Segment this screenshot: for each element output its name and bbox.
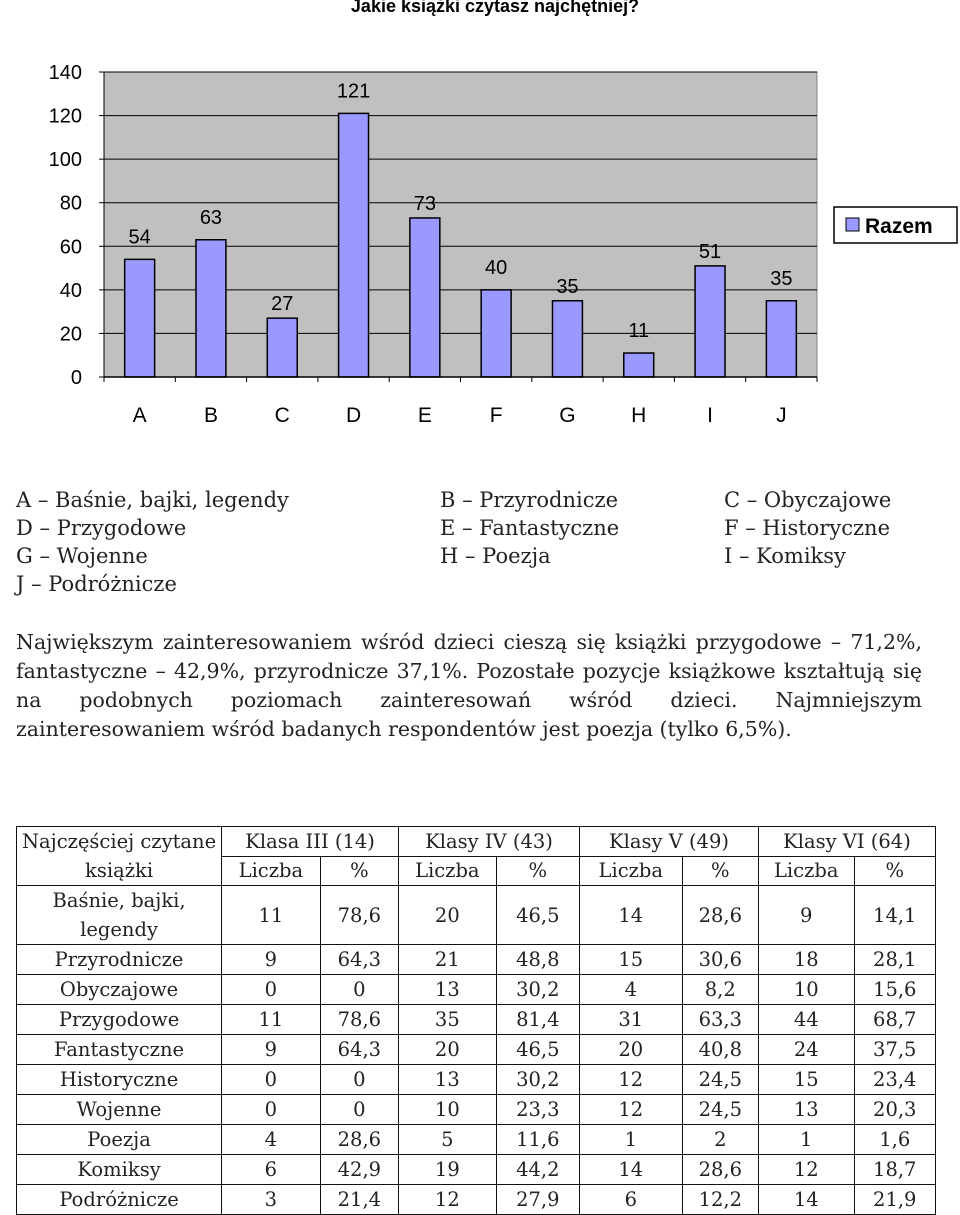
bar-data-label: 63 [199, 206, 223, 229]
book-type-cell: Komiksy [17, 1155, 222, 1185]
results-table [16, 826, 936, 1215]
x-tick-label: F [489, 404, 503, 427]
y-tick-label: 140 [48, 62, 82, 84]
percent-cell: 64,3 [320, 1035, 398, 1065]
table-header-row [17, 827, 936, 857]
x-tick-label: C [274, 404, 290, 427]
percent-cell: 21,4 [320, 1185, 398, 1215]
count-cell: 4 [222, 1125, 321, 1155]
bar-j [766, 301, 796, 377]
x-tick-label: D [345, 404, 362, 427]
count-cell: 0 [222, 975, 321, 1005]
bar-data-label: 35 [556, 275, 579, 298]
legend-entry-a: A – Baśnie, bajki, legendy [16, 488, 289, 512]
percent-cell: 81,4 [496, 1005, 579, 1035]
y-tick-label: 20 [59, 323, 82, 346]
subheader-count: Liczba [758, 856, 854, 886]
count-cell: 20 [399, 1035, 497, 1065]
percent-cell: 14,1 [854, 886, 936, 945]
count-cell: 13 [399, 975, 497, 1005]
legend-entry-empty [440, 570, 724, 598]
count-cell: 13 [399, 1065, 497, 1095]
percent-cell: 46,5 [496, 886, 579, 945]
percent-cell: 20,3 [854, 1095, 936, 1125]
category-legend [16, 486, 936, 598]
percent-cell: 78,6 [320, 1005, 398, 1035]
count-cell: 1 [580, 1125, 683, 1155]
count-cell: 5 [399, 1125, 497, 1155]
percent-cell: 28,6 [682, 1155, 758, 1185]
percent-cell: 27,9 [496, 1185, 579, 1215]
legend-entry-f: F – Historyczne [724, 516, 890, 540]
percent-cell: 63,3 [682, 1005, 758, 1035]
percent-cell: 23,3 [496, 1095, 579, 1125]
x-tick-label: H [631, 404, 647, 427]
percent-cell: 0 [320, 1065, 398, 1095]
count-cell: 11 [222, 886, 321, 945]
book-type-cell: Podróżnicze [17, 1185, 222, 1215]
percent-cell: 24,5 [682, 1095, 758, 1125]
percent-cell: 40,8 [682, 1035, 758, 1065]
count-cell: 4 [580, 975, 683, 1005]
table-row [17, 945, 936, 975]
y-tick-label: 40 [59, 279, 82, 302]
y-tick-label: 60 [59, 236, 82, 259]
count-cell: 15 [580, 945, 683, 975]
count-cell: 14 [580, 886, 683, 945]
subheader-percent: % [320, 856, 398, 886]
count-cell: 12 [580, 1065, 683, 1095]
legend-entry-empty [724, 570, 936, 598]
count-cell: 24 [758, 1035, 854, 1065]
table-row [17, 1005, 936, 1035]
count-cell: 31 [580, 1005, 683, 1035]
count-cell: 0 [222, 1095, 321, 1125]
summary-paragraph: Największym zainteresowaniem wśród dzieci cieszą się książki przygodowe – 71,2%, fantastyczne – 42,9%, przyrodnicze 37,1%. Pozostałe pozycje książkowe kształtują się na podobnych poziomach zainteresowań wśród dzieci. Najmniejszym zainteresowaniem wśród badanych respondentów jest poezja (tylko 6,5%). [16, 630, 922, 741]
count-cell: 14 [580, 1155, 683, 1185]
percent-cell: 0 [320, 1095, 398, 1125]
percent-cell: 15,6 [854, 975, 936, 1005]
count-cell: 20 [399, 886, 497, 945]
percent-cell: 68,7 [854, 1005, 936, 1035]
count-cell: 12 [580, 1095, 683, 1125]
bar-data-label: 54 [128, 226, 151, 249]
percent-cell: 30,6 [682, 945, 758, 975]
percent-cell: 78,6 [320, 886, 398, 945]
table-row [17, 1155, 936, 1185]
class-header: Klasy V (49) [580, 827, 759, 857]
count-cell: 15 [758, 1065, 854, 1095]
y-tick-label: 100 [48, 149, 82, 172]
count-cell: 6 [580, 1185, 683, 1215]
percent-cell: 28,6 [682, 886, 758, 945]
count-cell: 9 [222, 1035, 321, 1065]
bar-data-label: 51 [698, 240, 722, 263]
count-cell: 44 [758, 1005, 854, 1035]
percent-cell: 21,9 [854, 1185, 936, 1215]
legend-entry-j: J – Podróżnicze [16, 572, 177, 596]
chart-title: Jakie książki czytasz najchętniej? [350, 0, 640, 16]
table-row [17, 1125, 936, 1155]
percent-cell: 30,2 [496, 1065, 579, 1095]
chart-legend [834, 207, 957, 243]
percent-cell: 18,7 [854, 1155, 936, 1185]
count-cell: 10 [758, 975, 854, 1005]
percent-cell: 2 [682, 1125, 758, 1155]
y-tick-label: 0 [70, 367, 82, 389]
x-tick-label: I [707, 404, 713, 427]
subheader-percent: % [682, 856, 758, 886]
legend-entry-h: H – Poezja [440, 544, 551, 568]
count-cell: 12 [758, 1155, 854, 1185]
book-type-cell: Poezja [17, 1125, 222, 1155]
corner-label: Najczęściej czytane książki [17, 827, 222, 886]
bar-i [695, 266, 725, 377]
legend-entry-c: C – Obyczajowe [724, 488, 892, 512]
table-row [17, 886, 936, 945]
percent-cell: 8,2 [682, 975, 758, 1005]
bar-e [410, 218, 440, 377]
count-cell: 14 [758, 1185, 854, 1215]
percent-cell: 28,1 [854, 945, 936, 975]
bar-data-label: 27 [271, 293, 294, 316]
percent-cell: 0 [320, 975, 398, 1005]
count-cell: 21 [399, 945, 497, 975]
class-header: Klasa III (14) [222, 827, 399, 857]
book-type-cell: Baśnie, bajki, legendy [17, 886, 222, 945]
y-tick-label: 120 [48, 105, 82, 128]
legend-row [16, 486, 936, 514]
table-row [17, 1185, 936, 1215]
bar-f [481, 290, 511, 377]
subheader-count: Liczba [222, 856, 321, 886]
subheader-count: Liczba [580, 856, 683, 886]
bar-h [624, 353, 654, 377]
bar-d [339, 113, 369, 377]
legend-entry-d: D – Przygodowe [16, 516, 187, 540]
table-row [17, 1035, 936, 1065]
book-type-cell: Historyczne [17, 1065, 222, 1095]
percent-cell: 48,8 [496, 945, 579, 975]
legend-row [16, 542, 936, 570]
table-row [17, 1095, 936, 1125]
legend-row [16, 514, 936, 542]
count-cell: 6 [222, 1155, 321, 1185]
book-type-cell: Obyczajowe [17, 975, 222, 1005]
percent-cell: 44,2 [496, 1155, 579, 1185]
bar-data-label: 35 [770, 267, 793, 290]
bar-a [125, 259, 155, 377]
bar-data-label: 121 [336, 80, 371, 103]
book-type-cell: Fantastyczne [17, 1035, 222, 1065]
table-row [17, 1065, 936, 1095]
legend-entry-g: G – Wojenne [16, 544, 148, 568]
percent-cell: 24,5 [682, 1065, 758, 1095]
y-axis [49, 62, 104, 389]
legend-entry-i: I – Komiksy [724, 544, 846, 568]
table-row [17, 975, 936, 1005]
bar-data-label: 40 [485, 256, 508, 279]
count-cell: 19 [399, 1155, 497, 1185]
percent-cell: 12,2 [682, 1185, 758, 1215]
x-axis [104, 377, 817, 427]
count-cell: 13 [758, 1095, 854, 1125]
percent-cell: 28,6 [320, 1125, 398, 1155]
percent-cell: 37,5 [854, 1035, 936, 1065]
bar-c [267, 318, 297, 377]
percent-cell: 64,3 [320, 945, 398, 975]
count-cell: 9 [758, 886, 854, 945]
percent-cell: 1,6 [854, 1125, 936, 1155]
x-tick-label: G [559, 404, 576, 427]
bar-chart [0, 0, 960, 440]
count-cell: 12 [399, 1185, 497, 1215]
y-tick-label: 80 [59, 192, 82, 215]
count-cell: 0 [222, 1065, 321, 1095]
count-cell: 11 [222, 1005, 321, 1035]
count-cell: 3 [222, 1185, 321, 1215]
percent-cell: 11,6 [496, 1125, 579, 1155]
subheader-percent: % [496, 856, 579, 886]
percent-cell: 46,5 [496, 1035, 579, 1065]
legend-entry-e: E – Fantastyczne [440, 516, 620, 540]
percent-cell: 42,9 [320, 1155, 398, 1185]
chart-svg [0, 0, 960, 440]
legend-row [16, 570, 936, 598]
count-cell: 10 [399, 1095, 497, 1125]
count-cell: 9 [222, 945, 321, 975]
subheader-percent: % [854, 856, 936, 886]
x-tick-label: A [132, 404, 147, 427]
percent-cell: 23,4 [854, 1065, 936, 1095]
count-cell: 35 [399, 1005, 497, 1035]
book-type-cell: Przygodowe [17, 1005, 222, 1035]
book-type-cell: Przyrodnicze [17, 945, 222, 975]
bar-data-label: 73 [413, 192, 436, 215]
class-header: Klasy VI (64) [758, 827, 935, 857]
count-cell: 20 [580, 1035, 683, 1065]
bar-b [196, 240, 226, 377]
legend-label: Razem [865, 215, 933, 238]
x-tick-label: E [417, 404, 432, 427]
bar-data-label: 11 [628, 320, 650, 343]
x-tick-label: J [776, 404, 787, 427]
bar-g [552, 301, 582, 377]
percent-cell: 30,2 [496, 975, 579, 1005]
x-tick-label: B [203, 404, 218, 427]
count-cell: 18 [758, 945, 854, 975]
count-cell: 1 [758, 1125, 854, 1155]
legend-entry-b: B – Przyrodnicze [440, 488, 618, 512]
subheader-count: Liczba [399, 856, 497, 886]
legend-swatch [846, 218, 859, 231]
class-header: Klasy IV (43) [399, 827, 580, 857]
book-type-cell: Wojenne [17, 1095, 222, 1125]
